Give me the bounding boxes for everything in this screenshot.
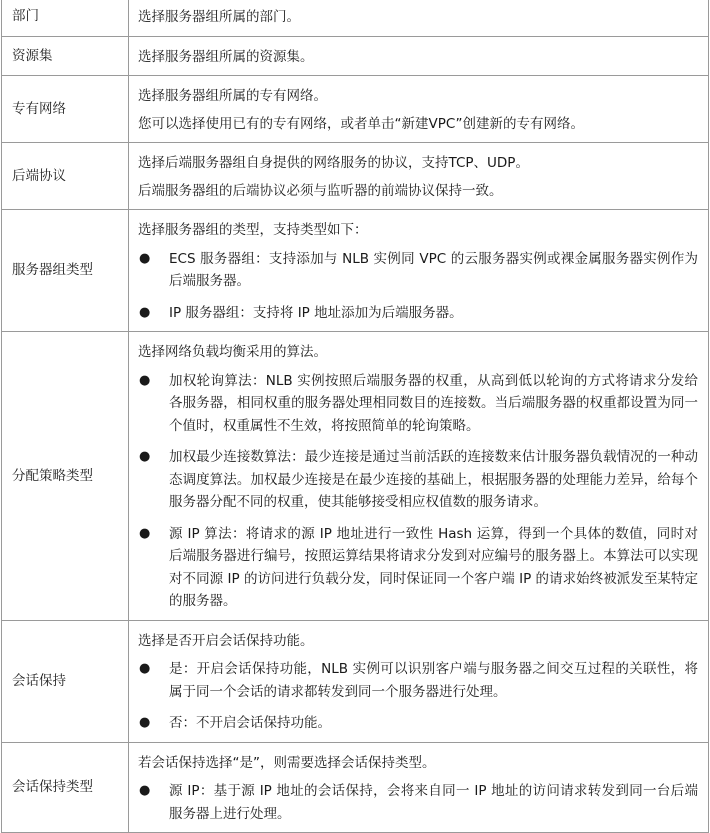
table-row <box>2 36 709 76</box>
parameter-table <box>1 0 709 833</box>
list-item <box>138 302 698 325</box>
table-row <box>2 742 709 833</box>
description-paragraph: 选择服务器组所属的部门。 <box>138 9 300 25</box>
table-row <box>2 143 709 210</box>
list-item-text: 加权最少连接数算法：最少连接是通过当前活跃的连接数来估计服务器负载情况的一种动态调度算法。加权最少连接是在最少连接的基础上，根据服务器的处理能力差异，给每个服务器分配不同的权重，使其能够接受相应权值数的服务请求。 <box>169 449 698 510</box>
list-item-text: 源 IP 算法：将请求的源 IP 地址进行一致性 Hash 运算，得到一个具体的数值，同时对后端服务器进行编号，按照运算结果将请求分发到对应编号的服务器上。本算法可以实现对不同源 IP 的访问进行负载分发，同时保证同一个客户端 IP 的请求始终被派发至某特定的服务器。 <box>169 525 698 609</box>
parameter-name: 会话保持类型 <box>2 742 129 833</box>
description-paragraph: 选择服务器组所属的资源集。 <box>138 48 314 65</box>
bullet-icon: ● <box>139 449 151 464</box>
description-paragraph: 后端服务器组的后端协议必须与监听器的前端协议保持一致。 <box>138 182 503 199</box>
list-item <box>138 712 698 735</box>
parameter-description <box>129 620 709 742</box>
parameter-name: 部门 <box>2 0 129 36</box>
list-item <box>138 446 698 514</box>
list-item-text: IP 服务器组：支持将 IP 地址添加为后端服务器。 <box>169 304 463 321</box>
parameter-description <box>129 332 709 621</box>
list-item-text: 加权轮询算法：NLB 实例按照后端服务器的权重，从高到低以轮询的方式将请求分发给各服务器，相同权重的服务器处理相同数目的连接数。当后端服务器的权重都设置为同一个值时，权重属性不生效，将按照简单的轮询策略。 <box>169 372 698 434</box>
parameter-description <box>129 210 709 332</box>
parameter-name: 资源集 <box>2 36 129 76</box>
table-row <box>2 332 709 621</box>
parameter-description <box>129 742 709 833</box>
description-paragraph: 您可以选择使用已有的专有网络，或者单击“新建VPC”创建新的专有网络。 <box>138 115 585 132</box>
description-paragraph: 选择服务器组所属的专有网络。 <box>138 88 327 104</box>
bullet-icon: ● <box>139 304 151 320</box>
list-item-text: 否：不开启会话保持功能。 <box>169 715 331 731</box>
bullet-icon: ● <box>139 661 151 676</box>
parameter-description <box>129 36 709 76</box>
parameter-name: 服务器组类型 <box>2 210 129 332</box>
description-paragraph: 若会话保持选择“是”，则需要选择会话保持类型。 <box>138 754 436 771</box>
bullet-list <box>138 780 698 825</box>
description-paragraph: 选择是否开启会话保持功能。 <box>138 632 314 649</box>
table-row <box>2 76 709 143</box>
description-paragraph: 选择网络负载均衡采用的算法。 <box>138 344 327 360</box>
parameter-name: 后端协议 <box>2 143 129 210</box>
parameter-description <box>129 143 709 210</box>
table-row <box>2 620 709 742</box>
bullet-icon: ● <box>139 715 151 730</box>
description-paragraph: 选择后端服务器组自身提供的网络服务的协议，支持TCP、UDP。 <box>138 155 529 171</box>
bullet-list <box>138 658 698 735</box>
list-item <box>138 780 698 825</box>
list-item-text: ECS 服务器组：支持添加与 NLB 实例同 VPC 的云服务器实例或裸金属服务器实例作为后端服务器。 <box>169 250 698 289</box>
list-item-text: 是：开启会话保持功能，NLB 实例可以识别客户端与服务器之间交互过程的关联性，将属于同一个会话的请求都转发到同一个服务器进行处理。 <box>169 661 698 700</box>
list-item <box>138 658 698 703</box>
bullet-icon: ● <box>139 525 151 541</box>
bullet-list <box>138 248 698 325</box>
description-paragraph: 选择服务器组的类型，支持类型如下： <box>138 222 368 238</box>
parameter-description <box>129 0 709 36</box>
bullet-list <box>138 370 698 613</box>
list-item <box>138 523 698 613</box>
bullet-icon: ● <box>139 372 151 388</box>
parameter-description <box>129 76 709 143</box>
bullet-icon: ● <box>139 783 151 798</box>
parameter-table-body <box>2 0 709 833</box>
parameter-name: 专有网络 <box>2 76 129 143</box>
list-item <box>138 248 698 293</box>
parameter-name: 会话保持 <box>2 620 129 742</box>
parameter-name: 分配策略类型 <box>2 332 129 621</box>
table-row <box>2 210 709 332</box>
list-item <box>138 370 698 438</box>
list-item-text: 源 IP：基于源 IP 地址的会话保持，会将来自同一 IP 地址的访问请求转发到同一台后端服务器上进行处理。 <box>169 783 698 822</box>
bullet-icon: ● <box>139 250 151 266</box>
table-row <box>2 0 709 36</box>
